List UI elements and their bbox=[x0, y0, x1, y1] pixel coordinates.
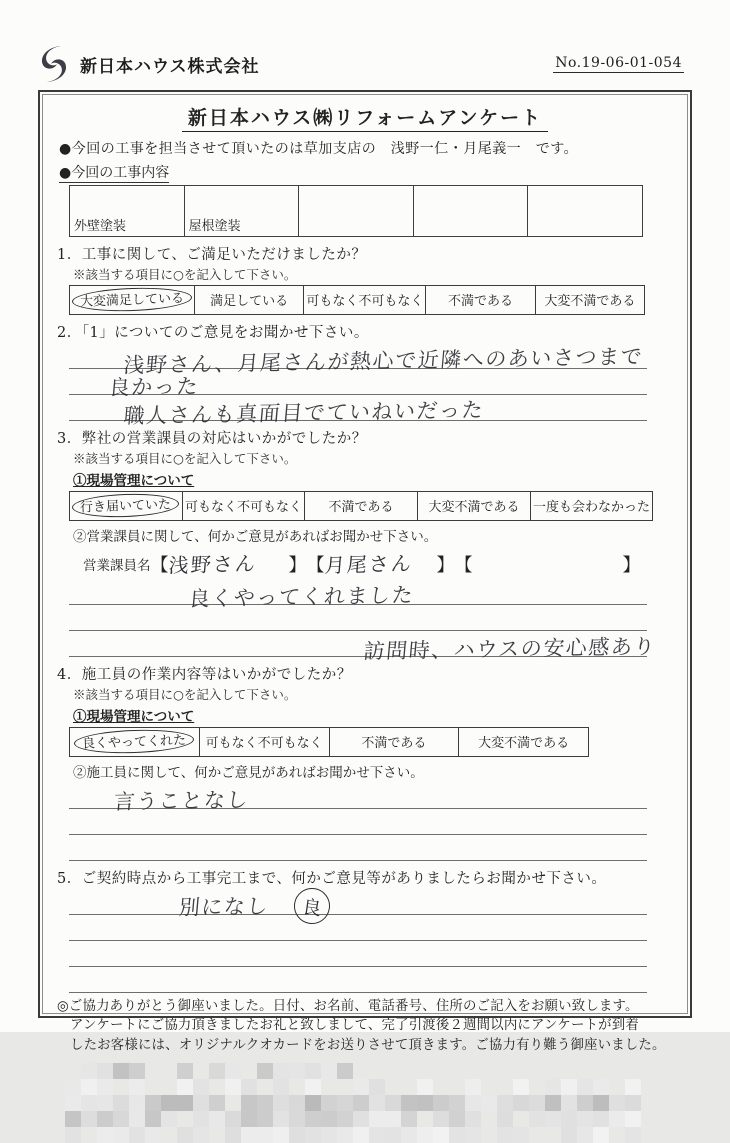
q3-sub2-label: ②営業課員に関して、何かご意見があればお聞かせ下さい。 bbox=[73, 529, 438, 545]
mosaic-cell bbox=[97, 1111, 113, 1127]
mosaic-cell bbox=[321, 1063, 337, 1079]
mosaic-cell bbox=[369, 1111, 385, 1127]
mosaic-cell bbox=[305, 1095, 321, 1111]
mosaic-cell bbox=[577, 1063, 593, 1079]
mosaic-cell bbox=[273, 1111, 289, 1127]
mosaic-cell bbox=[369, 1079, 385, 1095]
mosaic-cell bbox=[561, 1079, 577, 1095]
mosaic-cell bbox=[465, 1079, 481, 1095]
mosaic-cell bbox=[401, 1111, 417, 1127]
mosaic-cell bbox=[289, 1111, 305, 1127]
mosaic-cell bbox=[513, 1079, 529, 1095]
option-cell: 大変不満である bbox=[417, 492, 530, 520]
intro-line: ●今回の工事を担当させて頂いたのは草加支店の 浅野一仁・月尾義一 です。 bbox=[59, 141, 579, 157]
mosaic-cell bbox=[625, 1063, 641, 1079]
mosaic-cell bbox=[465, 1111, 481, 1127]
mosaic-cell bbox=[593, 1111, 609, 1127]
mosaic-cell bbox=[241, 1079, 257, 1095]
mosaic-cell bbox=[609, 1111, 625, 1127]
mosaic-cell bbox=[481, 1063, 497, 1079]
work-content-table bbox=[69, 185, 643, 237]
mosaic-cell bbox=[273, 1095, 289, 1111]
mosaic-cell bbox=[353, 1095, 369, 1111]
mosaic-cell bbox=[481, 1079, 497, 1095]
staff-name-handwritten: 浅野さん bbox=[167, 551, 258, 578]
mosaic-cell bbox=[465, 1063, 481, 1079]
mosaic-cell bbox=[529, 1111, 545, 1127]
mosaic-cell bbox=[561, 1127, 577, 1143]
mosaic-cell bbox=[433, 1079, 449, 1095]
mosaic-cell bbox=[145, 1063, 161, 1079]
mosaic-cell bbox=[417, 1063, 433, 1079]
option-cell bbox=[70, 728, 199, 756]
footer-note bbox=[57, 997, 673, 1055]
mosaic-row bbox=[65, 1063, 643, 1079]
q3-answer-lines bbox=[69, 579, 658, 664]
work-content-cell bbox=[527, 186, 642, 236]
mosaic-cell bbox=[65, 1079, 81, 1095]
handwritten-text: 言うことなし bbox=[112, 787, 251, 815]
mosaic-cell bbox=[209, 1111, 225, 1127]
mosaic-cell bbox=[593, 1095, 609, 1111]
mosaic-cell bbox=[257, 1111, 273, 1127]
mosaic-cell bbox=[273, 1127, 289, 1143]
handwritten-text: 別になし bbox=[177, 894, 271, 920]
answer-line bbox=[69, 631, 658, 664]
mosaic-cell bbox=[529, 1127, 545, 1143]
mosaic-cell bbox=[625, 1111, 641, 1127]
mosaic-cell bbox=[209, 1079, 225, 1095]
mosaic-cell bbox=[273, 1063, 289, 1079]
mosaic-cell bbox=[97, 1079, 113, 1095]
mosaic-cell bbox=[129, 1127, 145, 1143]
mosaic-cell bbox=[481, 1111, 497, 1127]
mosaic-cell bbox=[369, 1063, 385, 1079]
option-cell: 大変不満である bbox=[535, 286, 644, 314]
mosaic-cell bbox=[433, 1095, 449, 1111]
mosaic-cell bbox=[449, 1095, 465, 1111]
option-cell bbox=[70, 492, 182, 520]
mosaic-cell bbox=[417, 1111, 433, 1127]
mosaic-cell bbox=[417, 1127, 433, 1143]
mosaic-cell bbox=[145, 1079, 161, 1095]
mosaic-cell bbox=[385, 1127, 401, 1143]
option-cell: 満足している bbox=[194, 286, 303, 314]
company-logo-icon bbox=[34, 44, 74, 84]
footer-line: アンケートにご協力頂きましたお礼と致しまして、完了引渡後２週間以内にアンケートが到着 bbox=[70, 1018, 639, 1034]
mosaic-cell bbox=[609, 1063, 625, 1079]
mosaic-cell bbox=[209, 1095, 225, 1111]
mosaic-cell bbox=[257, 1079, 273, 1095]
mosaic-cell bbox=[529, 1079, 545, 1095]
option-cell: 不満である bbox=[304, 492, 417, 520]
mosaic-cell bbox=[481, 1127, 497, 1143]
mosaic-cell bbox=[369, 1127, 385, 1143]
q4-options-table bbox=[69, 727, 589, 757]
staff-slot bbox=[455, 557, 641, 577]
q3-note: ※該当する項目に○を記入して下さい。 bbox=[73, 451, 297, 466]
work-content-cell: 屋根塗装 bbox=[184, 186, 299, 236]
answer-line bbox=[69, 915, 647, 941]
mosaic-cell bbox=[497, 1111, 513, 1127]
mosaic-cell bbox=[609, 1095, 625, 1111]
mosaic-row bbox=[65, 1079, 643, 1095]
option-cell: 不満である bbox=[329, 728, 459, 756]
mosaic-cell bbox=[385, 1111, 401, 1127]
mosaic-cell bbox=[417, 1095, 433, 1111]
mosaic-cell bbox=[161, 1127, 177, 1143]
q1-title: 1．工事に関して、ご満足いただけましたか？ bbox=[57, 247, 367, 263]
q5-answer-lines bbox=[69, 889, 647, 993]
mosaic-cell bbox=[321, 1111, 337, 1127]
work-content-cell bbox=[413, 186, 528, 236]
mosaic-cell bbox=[465, 1095, 481, 1111]
mosaic-cell bbox=[353, 1127, 369, 1143]
mosaic-cell bbox=[113, 1127, 129, 1143]
option-cell: 不満である bbox=[425, 286, 534, 314]
mosaic-cell bbox=[561, 1095, 577, 1111]
option-cell: 可もなく不可もなく bbox=[303, 286, 425, 314]
mosaic-cell bbox=[81, 1127, 97, 1143]
bracket-open: 【 bbox=[454, 555, 473, 576]
mosaic-cell bbox=[465, 1127, 481, 1143]
mosaic-cell bbox=[241, 1127, 257, 1143]
mosaic-cell bbox=[193, 1111, 209, 1127]
q2-answer-lines bbox=[69, 343, 647, 429]
page-header bbox=[0, 0, 730, 84]
answer-line bbox=[69, 395, 647, 429]
work-content-label: ●今回の工事内容 bbox=[59, 165, 170, 181]
mosaic-cell bbox=[113, 1063, 129, 1079]
mosaic-cell bbox=[449, 1127, 465, 1143]
mosaic-cell bbox=[161, 1095, 177, 1111]
handwritten-text: 職人さんも真面目でていねいだった bbox=[122, 397, 486, 429]
mosaic-cell bbox=[81, 1079, 97, 1095]
mosaic-cell bbox=[321, 1095, 337, 1111]
mosaic-cell bbox=[177, 1111, 193, 1127]
mosaic-cell bbox=[321, 1127, 337, 1143]
mosaic-cell bbox=[289, 1127, 305, 1143]
mosaic-cell bbox=[145, 1127, 161, 1143]
mosaic-cell bbox=[113, 1111, 129, 1127]
handdrawn-circle-mark: 行き届いていた bbox=[72, 492, 180, 519]
staff-slot bbox=[151, 548, 307, 577]
mosaic-cell bbox=[257, 1127, 273, 1143]
mosaic-cell bbox=[593, 1063, 609, 1079]
mosaic-cell bbox=[161, 1111, 177, 1127]
mosaic-cell bbox=[65, 1111, 81, 1127]
staff-name-label: 営業課員名 bbox=[83, 558, 151, 574]
mosaic-cell bbox=[401, 1063, 417, 1079]
mosaic-cell bbox=[65, 1063, 81, 1079]
redacted-personal-info-mosaic bbox=[65, 1063, 643, 1143]
mosaic-cell bbox=[177, 1095, 193, 1111]
staff-name-handwritten: 月尾さん bbox=[323, 551, 414, 578]
mosaic-cell bbox=[353, 1079, 369, 1095]
q4-sub2-label: ②施工員に関して、何かご意見があればお聞かせ下さい。 bbox=[73, 765, 424, 781]
mosaic-cell bbox=[593, 1079, 609, 1095]
mosaic-cell bbox=[289, 1079, 305, 1095]
bracket-close: 】 bbox=[622, 555, 641, 576]
mosaic-cell bbox=[193, 1127, 209, 1143]
mosaic-cell bbox=[353, 1111, 369, 1127]
mosaic-cell bbox=[513, 1095, 529, 1111]
mosaic-cell bbox=[145, 1095, 161, 1111]
q4-answer-lines bbox=[69, 783, 647, 861]
mosaic-cell bbox=[497, 1095, 513, 1111]
mosaic-cell bbox=[401, 1095, 417, 1111]
mosaic-cell bbox=[577, 1111, 593, 1127]
mosaic-cell bbox=[545, 1063, 561, 1079]
mosaic-cell bbox=[385, 1095, 401, 1111]
mosaic-cell bbox=[145, 1111, 161, 1127]
mosaic-cell bbox=[385, 1079, 401, 1095]
q5-title: 5．ご契約時点から工事完工まで、何かご意見等がありましたらお聞かせ下さい。 bbox=[57, 871, 607, 887]
mosaic-cell bbox=[81, 1111, 97, 1127]
q1-note: ※該当する項目に○を記入して下さい。 bbox=[73, 267, 297, 282]
mosaic-cell bbox=[97, 1095, 113, 1111]
mosaic-cell bbox=[337, 1095, 353, 1111]
handwritten-text: 浅野さん、月尾さんが熱心で近隣へのあいさつまで bbox=[122, 344, 645, 378]
q2-title: 2．「1」についてのご意見をお聞かせ下さい。 bbox=[57, 325, 369, 341]
mosaic-cell bbox=[225, 1063, 241, 1079]
staff-name-row bbox=[83, 549, 673, 577]
mosaic-cell bbox=[257, 1063, 273, 1079]
bracket-open: 【 bbox=[306, 555, 325, 576]
mosaic-cell bbox=[225, 1095, 241, 1111]
mosaic-cell bbox=[545, 1095, 561, 1111]
mosaic-cell bbox=[209, 1127, 225, 1143]
mosaic-cell bbox=[209, 1063, 225, 1079]
q3-sub1-label: ①現場管理について bbox=[73, 473, 195, 489]
mosaic-cell bbox=[257, 1095, 273, 1111]
mosaic-cell bbox=[513, 1063, 529, 1079]
document-number: No.19-06-01-054 bbox=[555, 55, 682, 71]
q4-title: 4．施工員の作業内容等はいかがでしたか？ bbox=[57, 667, 352, 683]
mosaic-cell bbox=[609, 1127, 625, 1143]
mosaic-cell bbox=[321, 1079, 337, 1095]
answer-line bbox=[69, 579, 647, 611]
q3-title: 3．弊社の営業課員の対応はいかがでしたか？ bbox=[57, 431, 367, 447]
staff-slot bbox=[307, 548, 455, 577]
mosaic-cell bbox=[177, 1127, 193, 1143]
footer-line: ◎ご協力ありがとう御座いました。日付、お名前、電話番号、住所のご記入をお願い致します。 bbox=[57, 999, 639, 1014]
mosaic-cell bbox=[369, 1095, 385, 1111]
mosaic-cell bbox=[497, 1063, 513, 1079]
answer-line bbox=[69, 809, 647, 835]
answer-line bbox=[69, 941, 647, 967]
mosaic-cell bbox=[513, 1111, 529, 1127]
mosaic-cell bbox=[449, 1079, 465, 1095]
mosaic-cell bbox=[577, 1127, 593, 1143]
mosaic-cell bbox=[481, 1095, 497, 1111]
mosaic-cell bbox=[593, 1127, 609, 1143]
mosaic-cell bbox=[241, 1095, 257, 1111]
mosaic-cell bbox=[337, 1079, 353, 1095]
mosaic-cell bbox=[401, 1079, 417, 1095]
option-cell: 大変不満である bbox=[458, 728, 588, 756]
mosaic-cell bbox=[81, 1095, 97, 1111]
mosaic-cell bbox=[497, 1079, 513, 1095]
mosaic-cell bbox=[561, 1063, 577, 1079]
mosaic-cell bbox=[529, 1095, 545, 1111]
q3-options-table bbox=[69, 491, 653, 521]
mosaic-cell bbox=[449, 1063, 465, 1079]
mosaic-cell bbox=[161, 1079, 177, 1095]
mosaic-cell bbox=[193, 1095, 209, 1111]
mosaic-row bbox=[65, 1127, 643, 1143]
mosaic-cell bbox=[385, 1063, 401, 1079]
mosaic-cell bbox=[97, 1063, 113, 1079]
mosaic-cell bbox=[81, 1063, 97, 1079]
mosaic-cell bbox=[625, 1079, 641, 1095]
answer-line bbox=[69, 783, 647, 815]
bracket-open: 【 bbox=[150, 555, 169, 576]
option-cell: 可もなく不可もなく bbox=[199, 728, 329, 756]
mosaic-cell bbox=[113, 1079, 129, 1095]
mosaic-cell bbox=[305, 1063, 321, 1079]
mosaic-cell bbox=[241, 1111, 257, 1127]
mosaic-cell bbox=[545, 1111, 561, 1127]
mosaic-cell bbox=[289, 1095, 305, 1111]
mosaic-cell bbox=[177, 1063, 193, 1079]
mosaic-cell bbox=[65, 1095, 81, 1111]
mosaic-cell bbox=[305, 1111, 321, 1127]
mosaic-cell bbox=[401, 1127, 417, 1143]
work-content-cell: 外壁塗装 bbox=[74, 219, 127, 234]
mosaic-cell bbox=[289, 1063, 305, 1079]
q4-sub1-label: ①現場管理について bbox=[73, 709, 195, 725]
mosaic-cell bbox=[97, 1127, 113, 1143]
mosaic-cell bbox=[417, 1079, 433, 1095]
mosaic-cell bbox=[561, 1111, 577, 1127]
handwritten-text: 良かった bbox=[107, 374, 201, 400]
mosaic-cell bbox=[545, 1079, 561, 1095]
option-cell: 可もなく不可もなく bbox=[182, 492, 304, 520]
mosaic-cell bbox=[433, 1111, 449, 1127]
mosaic-cell bbox=[177, 1079, 193, 1095]
answer-line bbox=[69, 369, 647, 400]
mosaic-cell bbox=[113, 1095, 129, 1111]
handwritten-circled-seal: 良 bbox=[292, 886, 333, 927]
mosaic-cell bbox=[225, 1127, 241, 1143]
footer-line: したお客様には、オリジナルクオカードをお送りさせて頂きます。ご協力有り難う御座いました。 bbox=[70, 1037, 666, 1053]
answer-line bbox=[69, 343, 647, 378]
mosaic-row bbox=[65, 1111, 643, 1127]
mosaic-cell bbox=[545, 1127, 561, 1143]
mosaic-cell bbox=[337, 1063, 353, 1079]
handdrawn-circle-mark: 良くやってくれた bbox=[74, 728, 195, 755]
q4-note: ※該当する項目に○を記入して下さい。 bbox=[73, 687, 297, 702]
mosaic-cell bbox=[193, 1063, 209, 1079]
mosaic-cell bbox=[529, 1063, 545, 1079]
mosaic-cell bbox=[305, 1127, 321, 1143]
option-cell bbox=[70, 286, 194, 314]
bracket-close: 】 bbox=[436, 555, 455, 576]
mosaic-cell bbox=[129, 1111, 145, 1127]
answer-line bbox=[69, 967, 647, 993]
mosaic-cell bbox=[337, 1127, 353, 1143]
mosaic-cell bbox=[161, 1063, 177, 1079]
mosaic-cell bbox=[577, 1079, 593, 1095]
mosaic-cell bbox=[433, 1127, 449, 1143]
answer-line bbox=[69, 889, 647, 920]
answer-line bbox=[69, 605, 647, 631]
mosaic-cell bbox=[241, 1063, 257, 1079]
mosaic-cell bbox=[449, 1111, 465, 1127]
company-name: 新日本ハウス株式会社 bbox=[80, 56, 260, 77]
handwritten-text: 訪問時、ハウスの安心感あり bbox=[362, 634, 658, 664]
handwritten-text: 良くやってくれました bbox=[187, 583, 416, 611]
mosaic-cell bbox=[497, 1127, 513, 1143]
mosaic-cell bbox=[353, 1063, 369, 1079]
answer-line bbox=[69, 835, 647, 861]
mosaic-cell bbox=[65, 1127, 81, 1143]
form-border-box bbox=[42, 94, 688, 1053]
option-cell: 一度も会わなかった bbox=[530, 492, 652, 520]
mosaic-cell bbox=[225, 1079, 241, 1095]
mosaic-cell bbox=[433, 1063, 449, 1079]
mosaic-cell bbox=[513, 1127, 529, 1143]
mosaic-cell bbox=[337, 1111, 353, 1127]
mosaic-cell bbox=[225, 1111, 241, 1127]
mosaic-cell bbox=[305, 1079, 321, 1095]
form-title: 新日本ハウス㈱リフォームアンケート bbox=[57, 103, 673, 130]
mosaic-cell bbox=[193, 1079, 209, 1095]
mosaic-cell bbox=[273, 1079, 289, 1095]
bracket-close: 】 bbox=[288, 555, 307, 576]
work-content-cell bbox=[298, 186, 413, 236]
handdrawn-circle-mark: 大変満足している bbox=[72, 286, 193, 313]
mosaic-cell bbox=[609, 1079, 625, 1095]
q1-options-table bbox=[69, 285, 645, 315]
mosaic-cell bbox=[129, 1079, 145, 1095]
mosaic-cell bbox=[625, 1127, 641, 1143]
mosaic-cell bbox=[625, 1095, 641, 1111]
mosaic-row bbox=[65, 1095, 643, 1111]
mosaic-cell bbox=[577, 1095, 593, 1111]
mosaic-cell bbox=[129, 1063, 145, 1079]
mosaic-cell bbox=[129, 1095, 145, 1111]
